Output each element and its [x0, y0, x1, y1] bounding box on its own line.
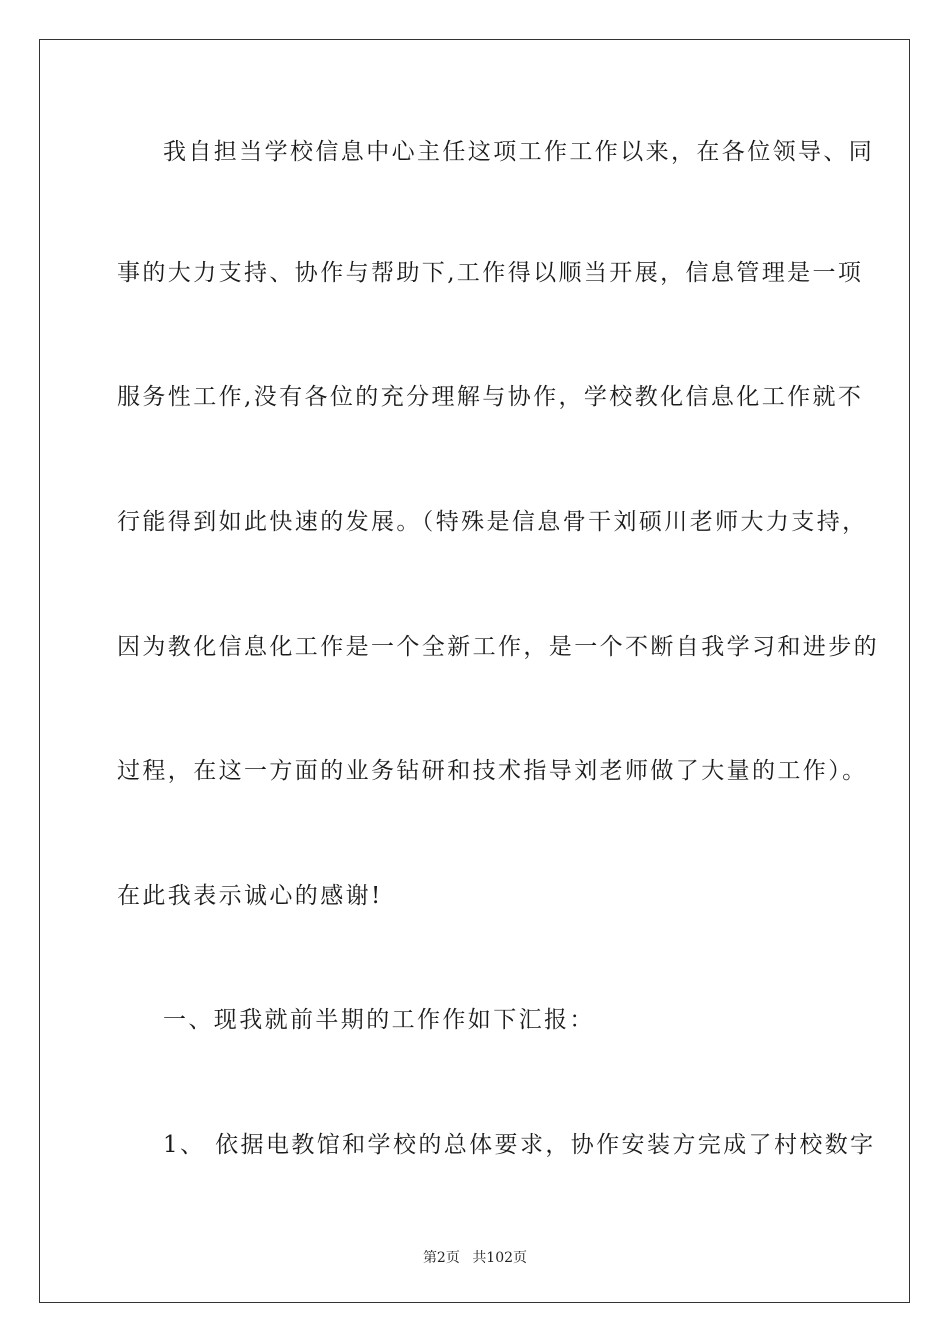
paragraph-line-6: 过程，在这一方面的业务钻研和技术指导刘老师做了大量的工作）。 [117, 758, 868, 784]
paragraph-line-7: 在此我表示诚心的感谢! [117, 883, 383, 909]
list-item-1: 1、 依据电教馆和学校的总体要求，协作安装方完成了村校数字 [163, 1132, 876, 1158]
page-current: 第2页 [422, 1250, 460, 1266]
section-heading: 一、现我就前半期的工作作如下汇报： [163, 1007, 595, 1033]
page-total: 共102页 [472, 1250, 528, 1266]
paragraph-line-3: 服务性工作,没有各位的充分理解与协作，学校教化信息化工作就不 [117, 384, 864, 410]
paragraph-line-1: 我自担当学校信息中心主任这项工作工作以来，在各位领导、同 [163, 139, 875, 165]
page-border [39, 39, 910, 1303]
page-footer [0, 1247, 950, 1267]
paragraph-line-4: 行能得到如此快速的发展。（特殊是信息骨干刘硕川老师大力支持， [117, 509, 868, 535]
paragraph-line-5: 因为教化信息化工作是一个全新工作，是一个不断自我学习和进步的 [117, 634, 879, 660]
paragraph-line-2: 事的大力支持、协作与帮助下,工作得以顺当开展，信息管理是一项 [117, 260, 864, 286]
